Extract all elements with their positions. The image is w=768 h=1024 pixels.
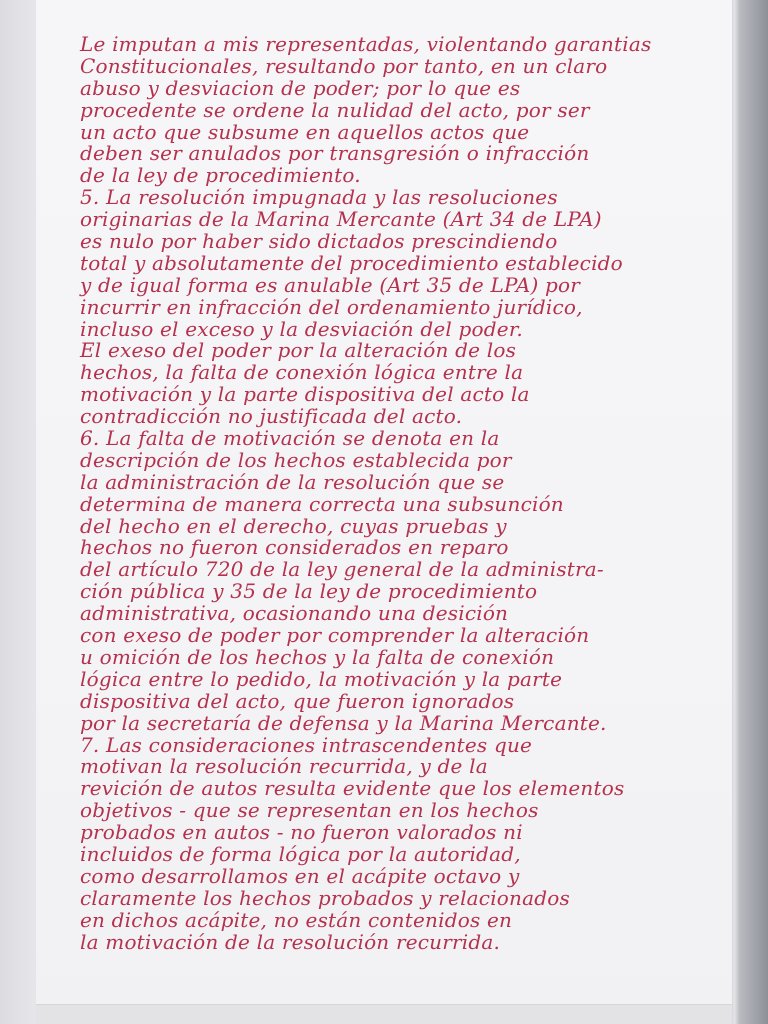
text-line: contradicción no justificada del acto. [80, 404, 463, 429]
text-line: la administración de la resolución que se [80, 469, 505, 494]
text-line: dispositiva del acto, que fueron ignorados [80, 688, 515, 713]
text-line: en dichos acápite, no están contenidos en [80, 907, 513, 932]
text-line: hechos, la falta de conexión lógica entre la [80, 360, 524, 385]
text-line: un acto que subsume en aquellos actos que [80, 119, 530, 144]
text-line: 7. Las consideraciones intrascendentes que [80, 732, 533, 757]
text-line: del artículo 720 de la ley general de la administra- [80, 557, 604, 582]
text-line: de la ley de procedimiento. [80, 163, 361, 188]
text-line: revición de autos resulta evidente que los elementos [80, 776, 625, 801]
text-line: incurrir en infracción del ordenamiento jurídico, [80, 294, 583, 319]
text-line: hechos no fueron considerados en reparo [80, 535, 509, 560]
text-line: u omición de los hechos y la falta de conexión [80, 644, 555, 669]
text-line: incluso el exceso y la desviación del poder. [80, 316, 523, 341]
text-line: incluidos de forma lógica por la autoridad, [80, 841, 521, 866]
text-line: descripción de los hechos establecida por [80, 447, 512, 472]
text-line: Le imputan a mis representadas, violentando garantias [80, 32, 652, 56]
text-line: objetivos - que se representan en los hechos [80, 798, 539, 823]
text-line: 5. La resolución impugnada y las resoluciones [80, 185, 558, 210]
text-line: El exeso del poder por la alteración de los [80, 338, 517, 363]
text-line: deben ser anulados por transgresión o infracción [80, 141, 590, 166]
text-line: ción pública y 35 de la ley de procedimiento [80, 579, 538, 604]
text-line: como desarrollamos en el acápite octavo y [80, 863, 520, 888]
text-line: la motivación de la resolución recurrida. [80, 929, 501, 954]
text-line: total y absolutamente del procedimiento establecido [80, 250, 623, 275]
text-line: motivación y la parte dispositiva del acto la [80, 382, 530, 407]
text-line: probados en autos - no fueron valorados ni [80, 820, 523, 845]
page-bottom-edge [36, 1004, 732, 1024]
text-line: administrativa, ocasionando una desición [80, 601, 509, 626]
text-line: procedente se ordene la nulidad del acto, por ser [80, 97, 590, 122]
text-line: Constitucionales, resultando por tanto, en un claro [80, 53, 608, 78]
text-line: y de igual forma es anulable (Art 35 de LPA) por [80, 272, 581, 297]
text-line: motivan la resolución recurrida, y de la [80, 754, 488, 779]
text-line: del hecho en el derecho, cuyas pruebas y [80, 513, 507, 538]
handwritten-text-block [80, 34, 710, 953]
text-line: claramente los hechos probados y relacionados [80, 885, 570, 910]
text-line: con exeso de poder por comprender la alteración [80, 623, 590, 648]
text-line: originarias de la Marina Mercante (Art 34 de LPA) [80, 207, 602, 232]
text-line: por la secretaría de defensa y la Marina Mercante. [80, 710, 607, 735]
text-line: es nulo por haber sido dictados prescindiendo [80, 229, 558, 254]
text-line: lógica entre lo pedido, la motivación y la parte [80, 666, 563, 691]
text-line: determina de manera correcta una subsunción [80, 491, 564, 516]
text-line: 6. La falta de motivación se denota en la [80, 426, 500, 451]
text-line: abuso y desviacion de poder; por lo que es [80, 75, 521, 100]
